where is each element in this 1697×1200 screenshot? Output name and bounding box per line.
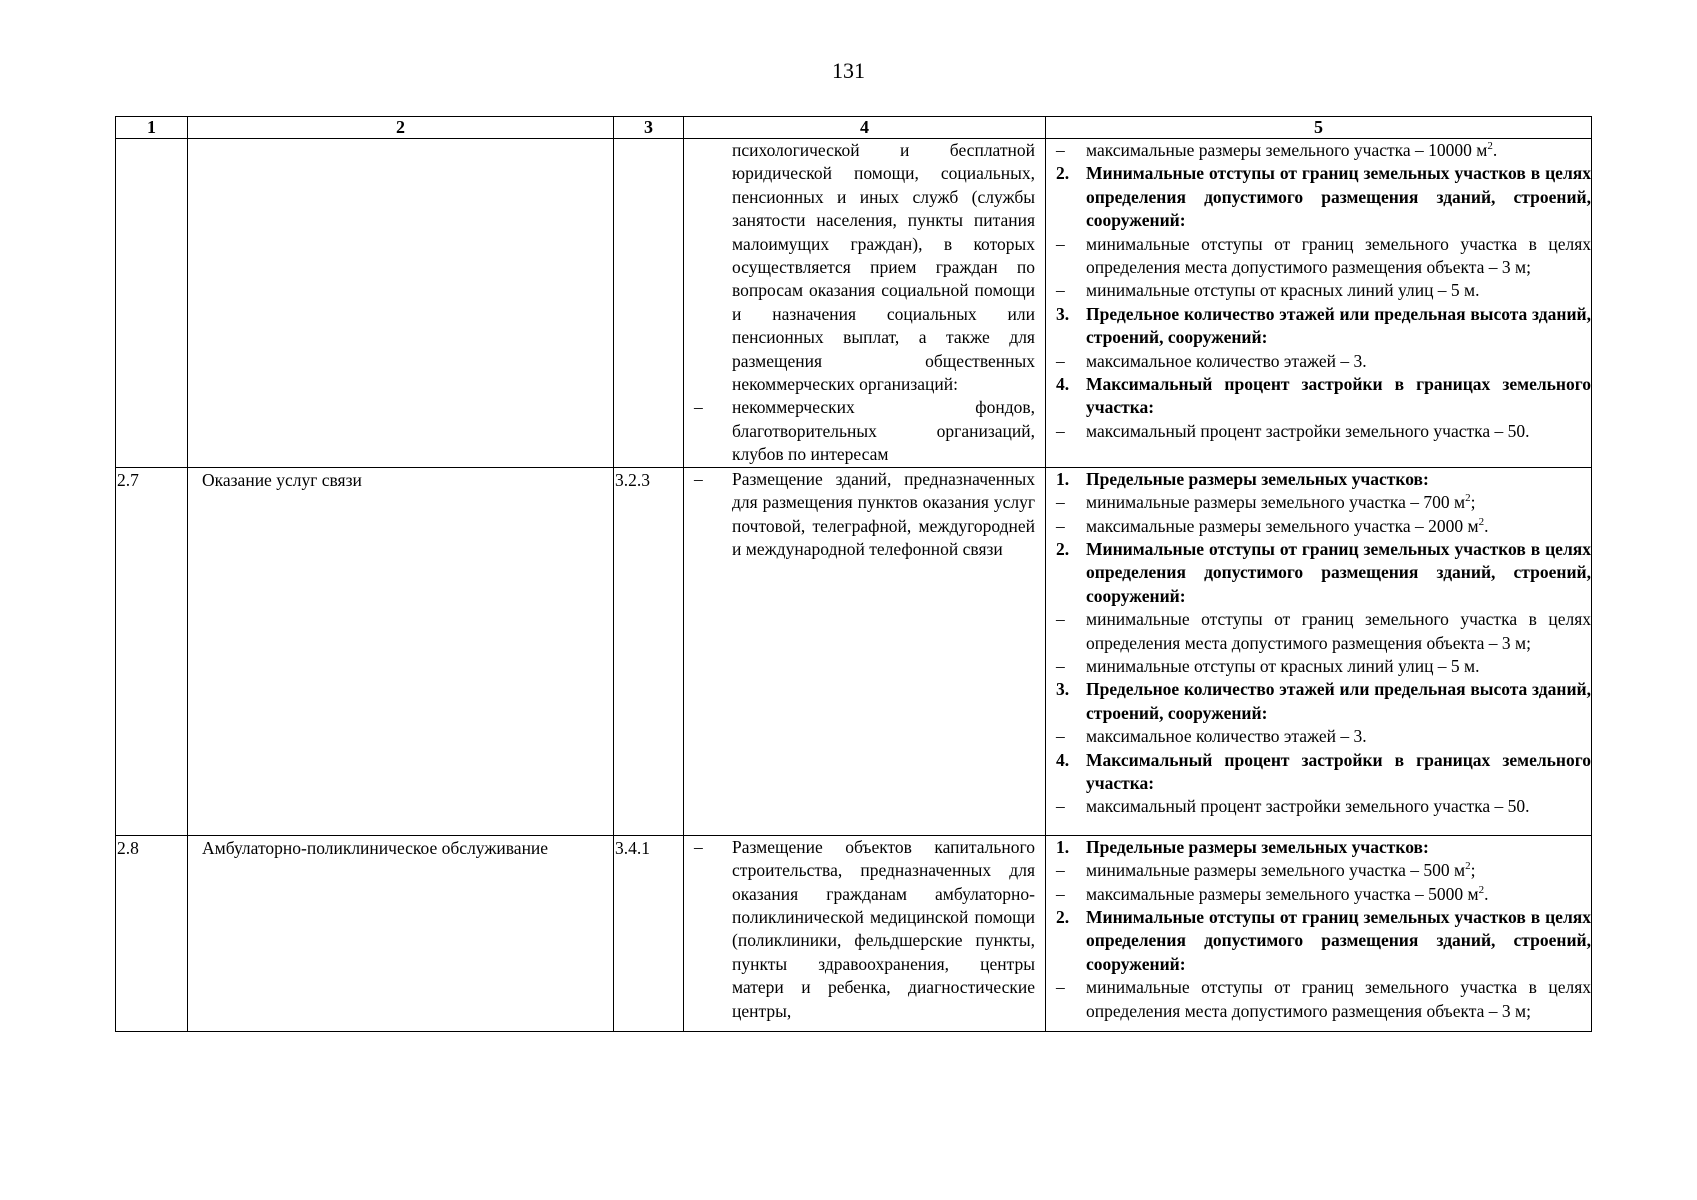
dash-marker: – (1056, 515, 1065, 536)
parameter-text-main: Предельное количество этажей или предельная высота зданий, строений, сооружений: (1086, 303, 1591, 348)
parameter-text (1086, 795, 1591, 818)
parameters-cell (1046, 835, 1592, 1031)
parameter-item (1056, 883, 1591, 906)
parameters-cell (1046, 139, 1592, 468)
unit-exponent: 2 (1487, 140, 1493, 153)
parameter-text (1086, 350, 1591, 373)
parameter-text-main: минимальные отступы от границ земельного участка в целях определения места допустимого размещения объекта – 3 м; (1086, 233, 1591, 278)
description-text: Размещение зданий, предназначенных для размещения пунктов оказания услуг почтовой, телеграфной, междугородней и международной телефонной связи (732, 468, 1035, 559)
parameter-text-main: максимальный процент застройки земельного участка – 50. (1086, 796, 1530, 817)
parameter-text-main: максимальное количество этажей – 3. (1086, 726, 1367, 747)
parameter-text (1086, 139, 1591, 162)
description-item (694, 468, 1035, 562)
table-header-row (116, 117, 1592, 139)
use-code: 3.2.3 (615, 469, 650, 490)
parameter-item (1056, 608, 1591, 655)
parameter-text-end: . (1484, 515, 1489, 536)
use-type-cell (188, 467, 614, 835)
heading-number: 1. (1056, 468, 1070, 489)
header-col-5: 5 (1046, 117, 1592, 139)
description-text: психологической и бесплатной юридической помощи, социальных, пенсионных и иных служб (службы занятости населения, пункты питания малоимущих граждан), в которых осуществляется прием граждан по вопросам оказания социальной помощи и назначения социальных или пенсионных выплат, а также для размещения общественных некоммерческих организаций: (732, 140, 1035, 395)
parameter-text-main: максимальный процент застройки земельного участка – 50. (1086, 420, 1530, 441)
parameter-item (1056, 279, 1591, 302)
row-number-cell (116, 835, 188, 1031)
row-number: 2.8 (117, 837, 139, 858)
parameter-text-main: Максимальный процент застройки в границах земельного участка: (1086, 749, 1591, 793)
parameter-text (1086, 655, 1591, 678)
parameter-text-end: . (1492, 140, 1498, 160)
dash-marker: – (1056, 420, 1065, 441)
parameter-text-end: ; (1470, 492, 1476, 513)
unit-exponent: 2 (1478, 883, 1485, 896)
parameter-text (1086, 491, 1591, 514)
description-cell (684, 139, 1046, 468)
parameter-item (1056, 859, 1591, 882)
dash-marker: – (694, 468, 703, 489)
dash-marker: – (1056, 233, 1065, 254)
parameter-text-main: максимальное количество этажей – 3. (1086, 350, 1367, 371)
parameter-item (1056, 976, 1591, 1023)
parameter-item (1056, 233, 1591, 280)
page-number: 131 (832, 58, 865, 83)
dash-marker: – (1056, 280, 1065, 301)
header-col-2: 2 (188, 117, 614, 139)
parameters-cell (1046, 467, 1592, 835)
parameter-text (1086, 883, 1591, 906)
dash-marker: – (694, 836, 703, 857)
unit-exponent: 2 (1465, 492, 1471, 505)
parameter-item (1056, 515, 1591, 538)
dash-marker: – (1056, 883, 1065, 904)
parameter-text (1086, 859, 1591, 882)
dash-marker (694, 139, 732, 396)
use-type-name: Оказание услуг связи (202, 469, 362, 490)
parameter-heading (1056, 373, 1591, 420)
parameter-heading (1056, 678, 1591, 725)
parameter-text-main: минимальные отступы от границ земельного участка в целях определения места допустимого размещения объекта – 3 м; (1086, 609, 1591, 653)
description-item (694, 139, 1035, 396)
header-col-4: 4 (684, 117, 1046, 139)
parameter-text-main: Предельные размеры земельных участков: (1086, 836, 1429, 857)
parameter-text-main: Предельные размеры земельных участков: (1086, 468, 1429, 489)
dash-marker: – (1056, 492, 1065, 513)
parameter-heading (1056, 468, 1591, 491)
parameter-heading (1056, 906, 1591, 976)
dash-marker: – (1056, 726, 1065, 747)
header-col-1: 1 (116, 117, 188, 139)
parameter-text (1086, 279, 1591, 302)
unit-exponent: 2 (1465, 860, 1471, 873)
heading-number: 4. (1056, 749, 1070, 770)
row-number: 2.7 (117, 469, 139, 490)
description-item (694, 396, 1035, 466)
heading-number: 3. (1056, 303, 1070, 324)
use-type-name: Амбулаторно-поликлиническое обслуживание (202, 837, 549, 858)
heading-number: 2. (1056, 163, 1070, 184)
header-col-3: 3 (614, 117, 684, 139)
parameter-text-main: Минимальные отступы от границ земельных участков в целях определения допустимого размещения зданий, строений, сооружений: (1086, 163, 1591, 231)
parameter-text-main: Минимальные отступы от границ земельных участков в целях определения допустимого размещения зданий, строений, сооружений: (1086, 906, 1591, 974)
parameter-item (1056, 420, 1591, 443)
parameter-heading (1056, 303, 1591, 350)
use-type-cell (188, 835, 614, 1031)
heading-number: 3. (1056, 679, 1070, 700)
parameter-item (1056, 491, 1591, 514)
use-code: 3.4.1 (615, 837, 650, 858)
parameter-text-main: максимальные размеры земельного участка – 2000 м (1086, 515, 1479, 536)
parameter-text (1086, 515, 1591, 538)
parameter-text (1086, 233, 1591, 280)
parameter-text-main: минимальные размеры земельного участка – 500 м (1086, 860, 1466, 881)
parameter-text-main: Максимальный процент застройки в границах земельного участка: (1086, 374, 1591, 418)
parameter-text-main: максимальные размеры земельного участка – 10000 м (1086, 140, 1488, 160)
heading-number: 1. (1056, 836, 1070, 857)
heading-number: 4. (1056, 374, 1070, 395)
parameter-text (1086, 906, 1591, 976)
table-row (116, 835, 1592, 1031)
parameter-text-main: Предельное количество этажей или предельная высота зданий, строений, сооружений: (1086, 679, 1591, 723)
parameter-text (1086, 976, 1591, 1023)
dash-marker: – (1056, 609, 1065, 630)
parameter-text (1086, 420, 1591, 443)
dash-marker: – (1056, 796, 1065, 817)
description-item (694, 836, 1035, 1023)
parameter-text (1086, 725, 1591, 748)
parameter-text (1086, 749, 1591, 796)
parameter-text-end: . (1484, 883, 1489, 904)
parameter-text (1086, 162, 1591, 232)
parameter-heading (1056, 836, 1591, 859)
description-text: Размещение объектов капитального строительства, предназначенных для оказания гражданам амбулаторно-поликлинической медицинской помощи (поликлиники, фельдшерские пункты, пункты здравоохранения, центры матери и ребенка, диагностические центры, (732, 836, 1035, 1021)
code-cell (614, 467, 684, 835)
description-cell (684, 467, 1046, 835)
parameter-text (1086, 678, 1591, 725)
row-number-cell (116, 467, 188, 835)
dash-marker: – (1056, 140, 1065, 160)
dash-marker: – (1056, 655, 1065, 676)
parameter-text-main: Минимальные отступы от границ земельных участков в целях определения допустимого размещения зданий, строений, сооружений: (1086, 538, 1591, 606)
table-row (116, 467, 1592, 835)
parameter-text-main: минимальные размеры земельного участка – 700 м (1086, 492, 1466, 513)
table-row (116, 139, 1592, 468)
land-use-table (115, 116, 1592, 1032)
parameter-item (1056, 725, 1591, 748)
dash-marker: – (1056, 977, 1065, 998)
parameter-heading (1056, 749, 1591, 796)
parameter-item (1056, 655, 1591, 678)
parameter-text-main: минимальные отступы от красных линий улиц – 5 м. (1086, 280, 1480, 301)
parameter-text (1086, 836, 1591, 859)
parameter-text-main: минимальные отступы от границ земельного участка в целях определения места допустимого размещения объекта – 3 м; (1086, 977, 1591, 1021)
dash-marker: – (1056, 350, 1065, 371)
parameter-text (1086, 608, 1591, 655)
heading-number: 2. (1056, 538, 1070, 559)
parameter-heading (1056, 162, 1591, 232)
parameter-text (1086, 538, 1591, 608)
use-type-cell (188, 139, 614, 468)
description-cell (684, 835, 1046, 1031)
parameter-item (1056, 350, 1591, 373)
dash-marker: – (694, 397, 703, 418)
parameter-text (1086, 373, 1591, 420)
dash-marker: – (1056, 860, 1065, 881)
parameter-item (1056, 795, 1591, 818)
parameter-item (1056, 139, 1591, 162)
parameter-text (1086, 303, 1591, 350)
heading-number: 2. (1056, 906, 1070, 927)
parameter-text (1086, 468, 1591, 491)
parameter-heading (1056, 538, 1591, 608)
code-cell (614, 139, 684, 468)
unit-exponent: 2 (1478, 515, 1485, 528)
row-number-cell (116, 139, 188, 468)
code-cell (614, 835, 684, 1031)
description-text: некоммерческих фондов, благотворительных организаций, клубов по интересам (732, 397, 1035, 465)
parameter-text-main: минимальные отступы от красных линий улиц – 5 м. (1086, 655, 1480, 676)
parameter-text-main: максимальные размеры земельного участка – 5000 м (1086, 883, 1479, 904)
parameter-text-end: ; (1470, 860, 1476, 881)
